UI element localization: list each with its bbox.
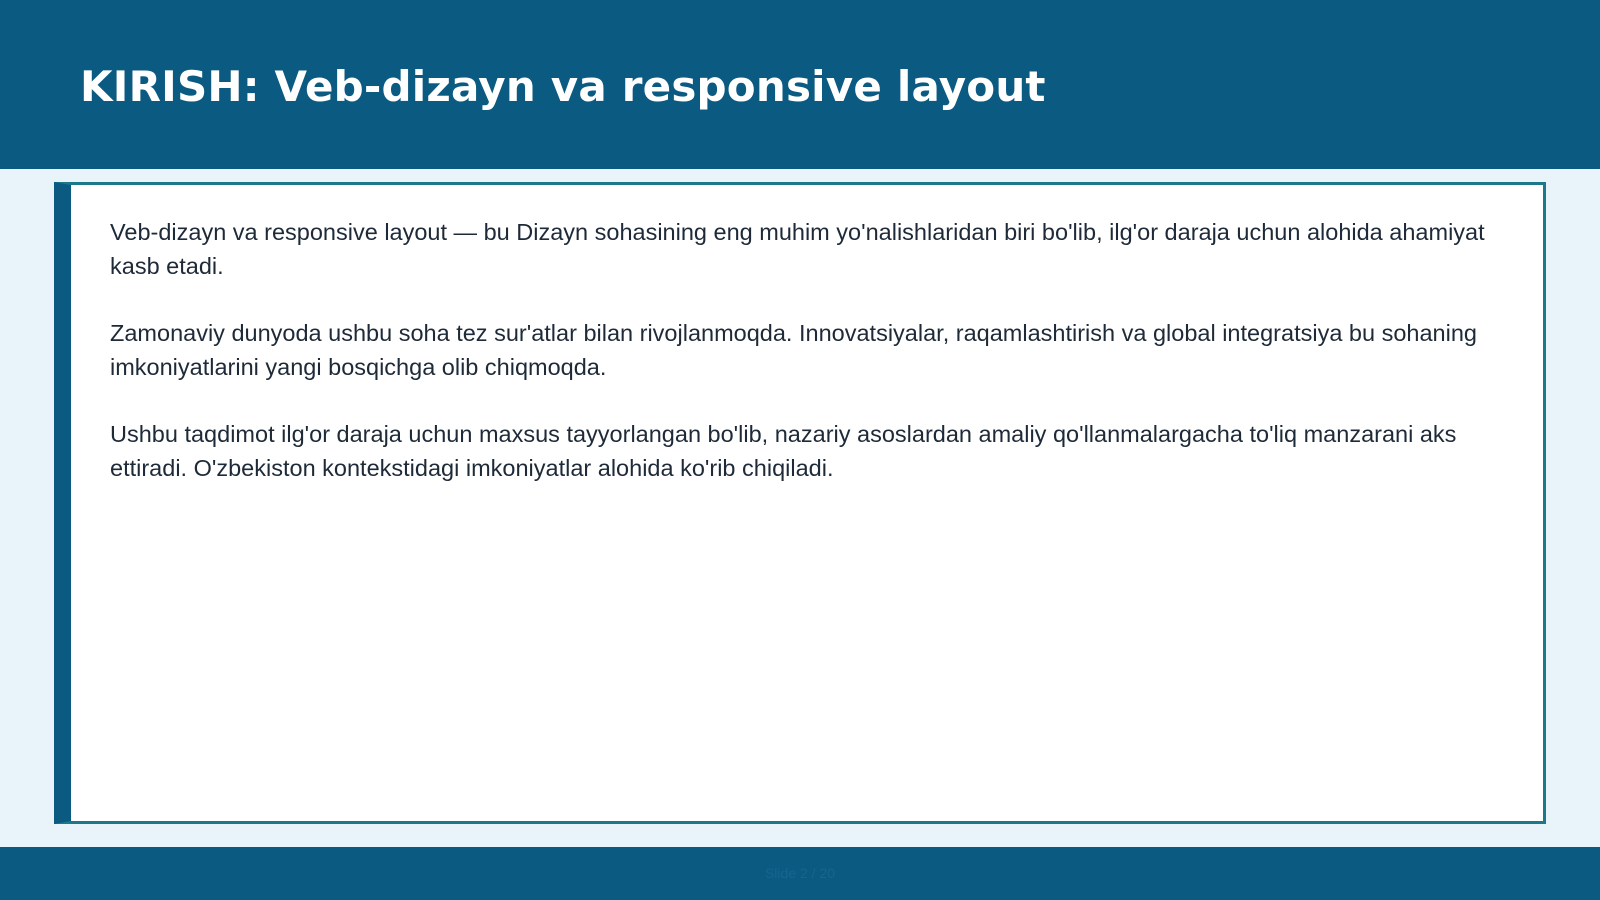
slide-title: KIRISH: Veb-dizayn va responsive layout [80, 62, 1046, 111]
paragraph-presentation-scope: Ushbu taqdimot ilg'or daraja uchun maxsus tayyorlangan bo'lib, nazariy asoslardan amaliy qo'llanmalargacha to'liq manzarani aks ettiradi. O'zbekiston kontekstidagi imkoniyatlar alohida ko'rib chiqiladi. [110, 421, 1457, 481]
content-text [110, 215, 1510, 518]
paragraph-modern-world: Zamonaviy dunyoda ushbu soha tez sur'atlar bilan rivojlanmoqda. Innovatsiyalar, raqamlashtirish va global integratsiya bu sohaning imkoniyatlarini yangi bosqichga olib chiqmoqda. [110, 320, 1477, 380]
slide-footer [0, 847, 1600, 900]
content-card [54, 182, 1546, 824]
slide-number: Slide 2 / 20 [764, 865, 836, 881]
paragraph-intro: Veb-dizayn va responsive layout — bu Dizayn sohasining eng muhim yo'nalishlaridan biri bo'lib, ilg'or daraja uchun alohida ahamiyat kasb etadi. [110, 219, 1485, 279]
slide-header [0, 0, 1600, 169]
